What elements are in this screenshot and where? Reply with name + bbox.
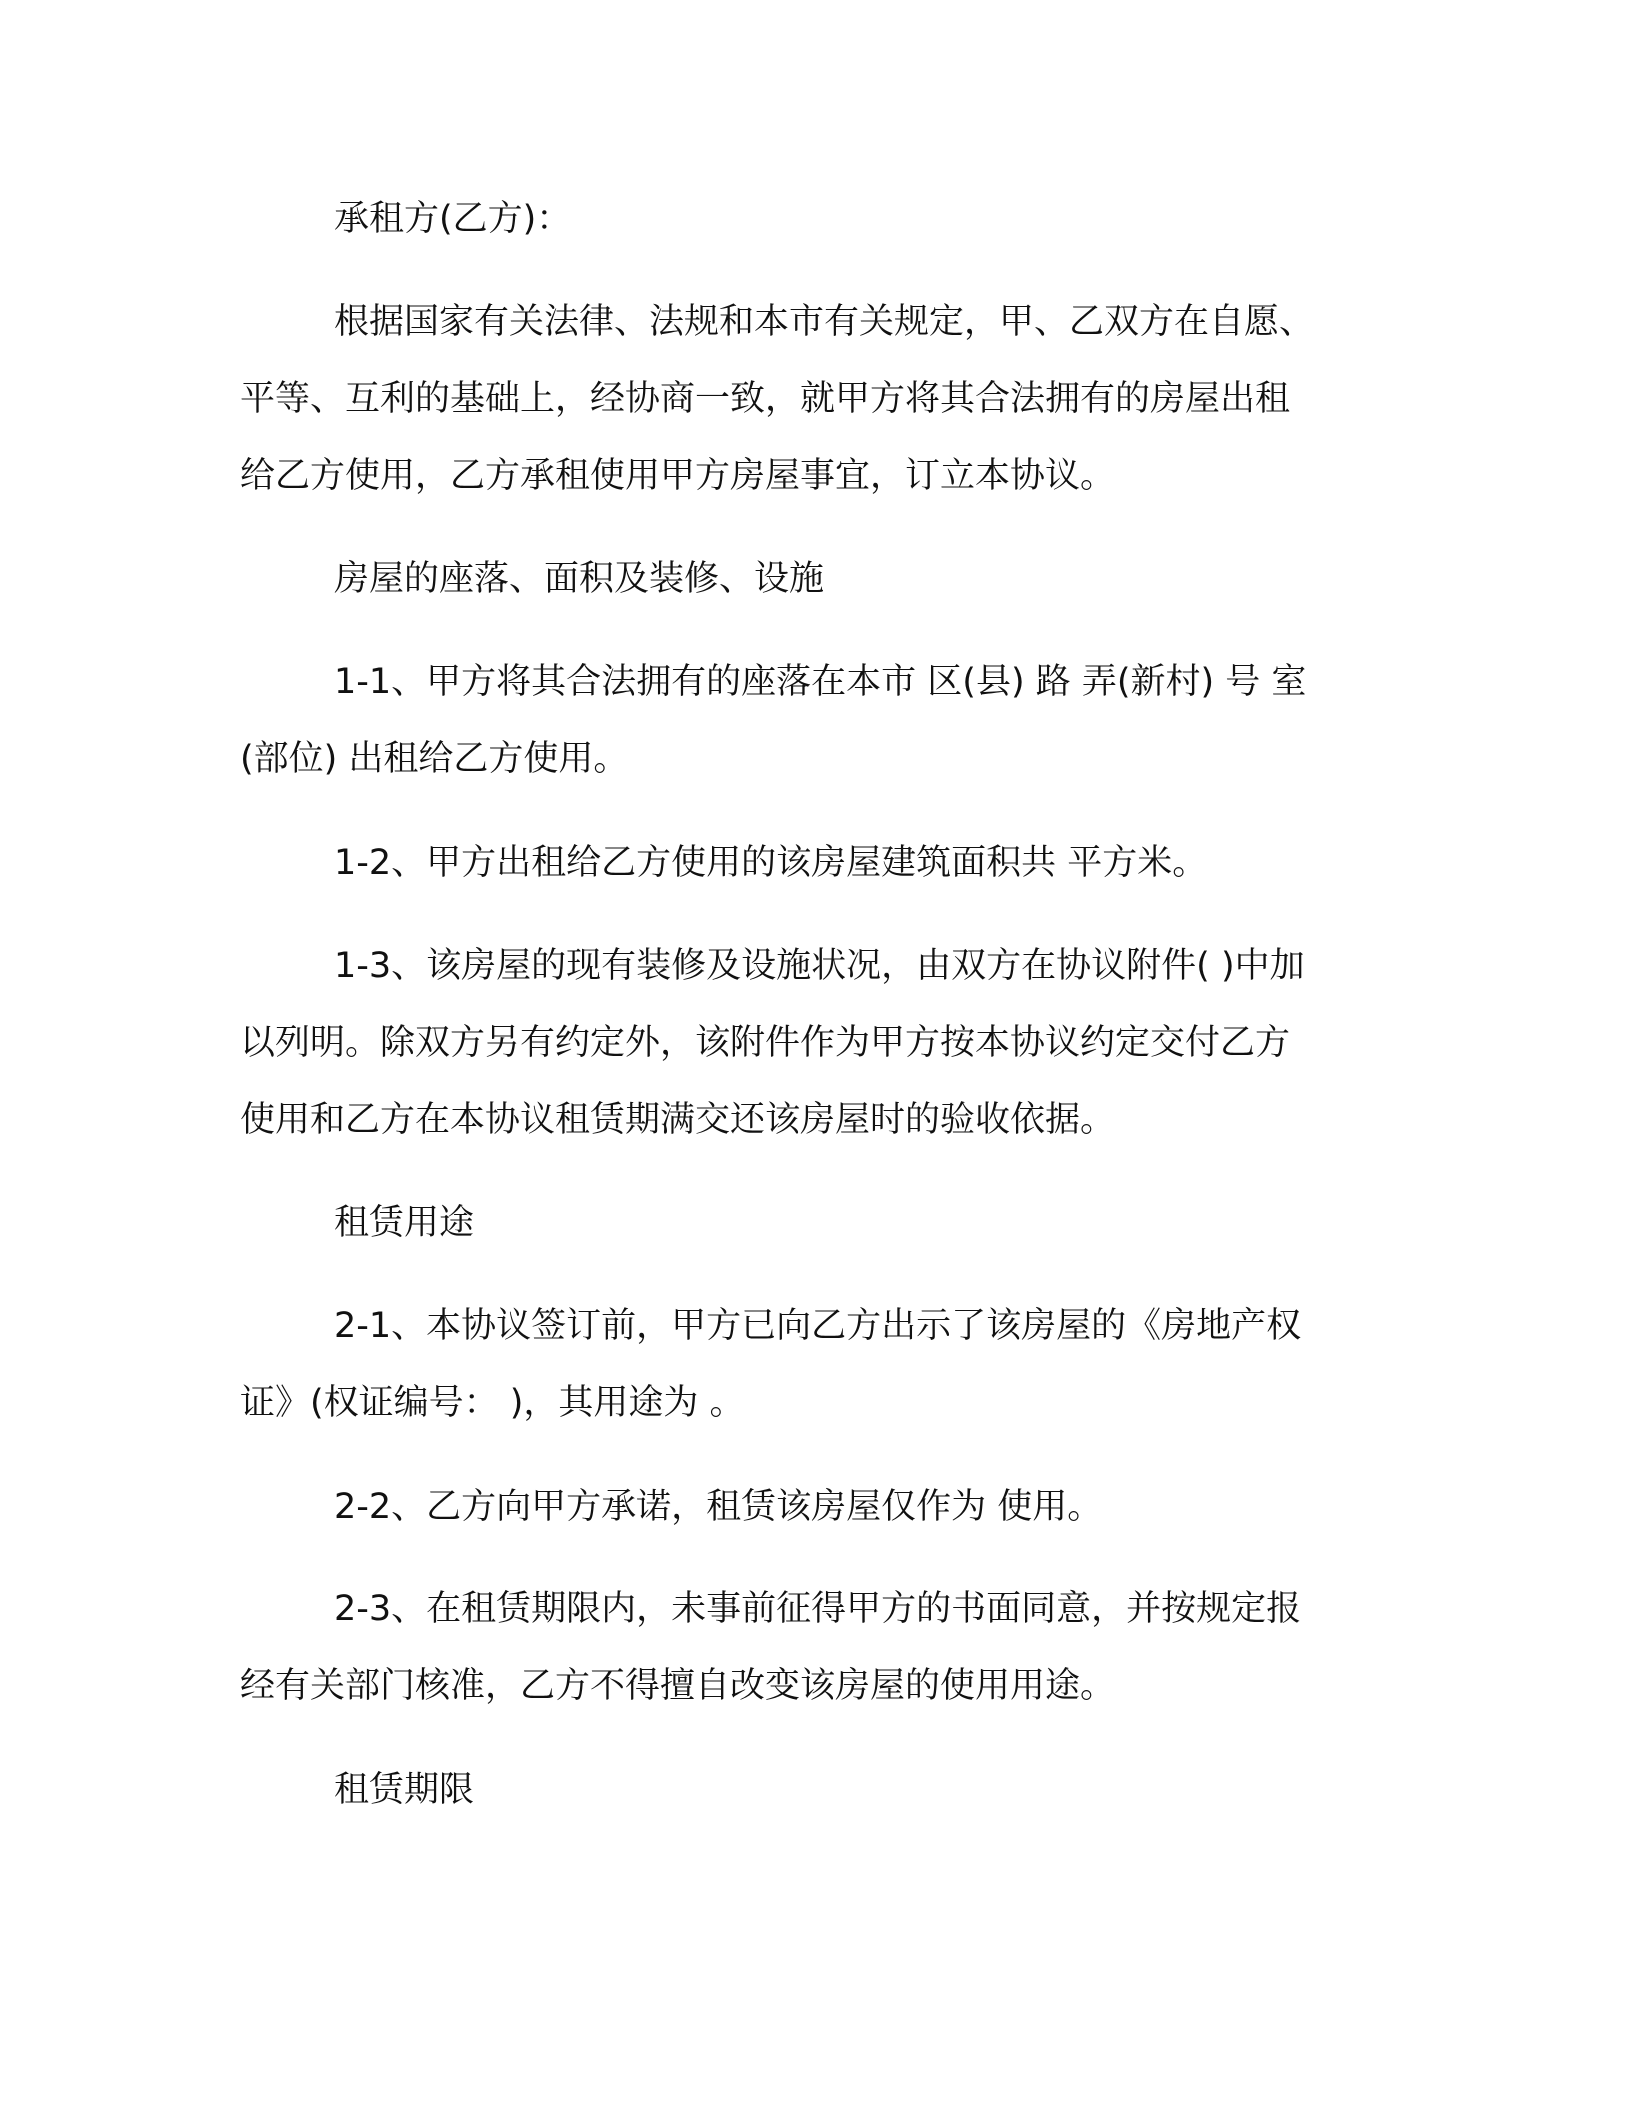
paragraph-line: 给乙方使用，乙方承租使用甲方房屋事宜，订立本协议。 [240,456,1116,496]
paragraph-line: 经有关部门核准，乙方不得擅自改变该房屋的使用用途。 [240,1666,1116,1706]
clause-1-1 [240,644,1390,798]
clause-2-2 [240,1469,1390,1546]
clause-1-3 [240,928,1390,1159]
paragraph-line: 1-2、甲方出租给乙方使用的该房屋建筑面积共 平方米。 [334,843,1208,883]
paragraph-line: (部位) 出租给乙方使用。 [240,739,629,779]
clause-2-1 [240,1288,1390,1442]
paragraph-lessee [240,181,1390,258]
paragraph-line: 证》(权证编号： )，其用途为 。 [240,1383,745,1423]
paragraph-line: 1-1、甲方将其合法拥有的座落在本市 区(县) 路 弄(新村) 号 室 [334,662,1307,702]
section-heading-purpose [240,1185,1390,1262]
section-heading-term [240,1752,1390,1829]
section-heading-location [240,541,1390,618]
paragraph-line: 以列明。除双方另有约定外，该附件作为甲方按本协议约定交付乙方 [240,1023,1291,1063]
paragraph-line: 2-2、乙方向甲方承诺，租赁该房屋仅作为 使用。 [334,1487,1103,1527]
paragraph-line: 房屋的座落、面积及装修、设施 [334,559,825,599]
paragraph-line: 1-3、该房屋的现有装修及设施状况，由双方在协议附件( )中加 [334,946,1305,986]
paragraph-line: 2-1、本协议签订前，甲方已向乙方出示了该房屋的《房地产权 [334,1306,1302,1346]
paragraph-line: 2-3、在租赁期限内，未事前征得甲方的书面同意，并按规定报 [334,1589,1302,1629]
paragraph-line: 租赁用途 [334,1203,475,1243]
paragraph-preamble [240,284,1390,515]
paragraph-line: 使用和乙方在本协议租赁期满交还该房屋时的验收依据。 [240,1100,1116,1140]
paragraph-line: 租赁期限 [334,1770,475,1810]
paragraph-line: 根据国家有关法律、法规和本市有关规定，甲、乙双方在自愿、 [334,302,1315,342]
paragraph-line: 平等、互利的基础上，经协商一致，就甲方将其合法拥有的房屋出租 [240,379,1291,419]
clause-2-3 [240,1571,1390,1725]
paragraph-line: 承租方(乙方)： [334,199,572,239]
clause-1-2 [240,825,1390,902]
